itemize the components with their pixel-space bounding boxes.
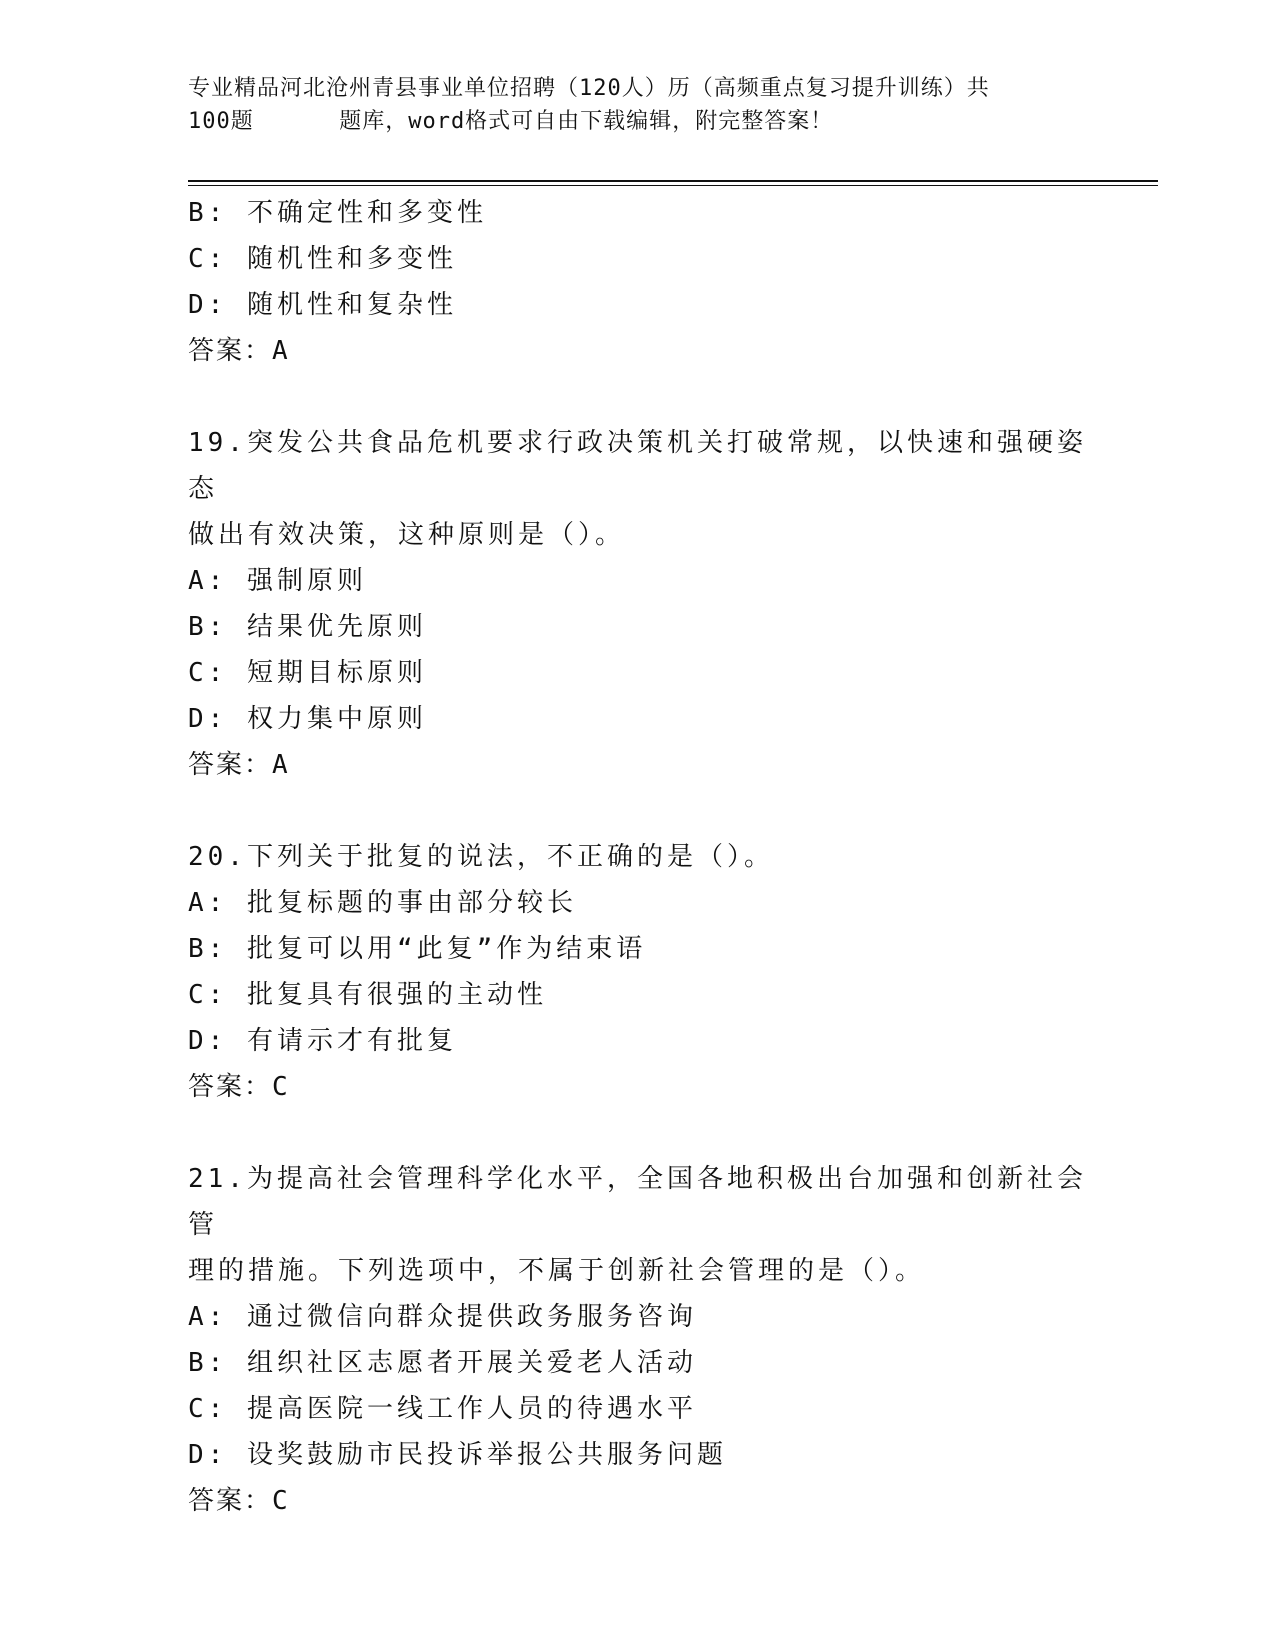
- option-d: D: 权力集中原则: [188, 704, 427, 734]
- option-d: D: 有请示才有批复: [188, 1026, 457, 1056]
- option-b: B: 不确定性和多变性: [188, 198, 487, 228]
- question-stem-line: 理的措施。下列选项中，不属于创新社会管理的是（）。: [188, 1256, 926, 1286]
- option-b: B: 批复可以用“此复”作为结束语: [188, 934, 647, 964]
- answer-line: 答案：A: [188, 336, 290, 366]
- option-a: A: 通过微信向群众提供政务服务咨询: [188, 1302, 697, 1332]
- document-header: [188, 72, 1108, 138]
- question-stem-line: 20.下列关于批复的说法，不正确的是（）。: [188, 842, 774, 872]
- question-stem-line: 21.为提高社会管理科学化水平，全国各地积极出台加强和创新社会管: [188, 1164, 1087, 1240]
- option-b: B: 结果优先原则: [188, 612, 427, 642]
- option-c: C: 批复具有很强的主动性: [188, 980, 547, 1010]
- question-19: [188, 420, 1088, 788]
- option-c: C: 随机性和多变性: [188, 244, 457, 274]
- header-line-1: 专业精品河北沧州青县事业单位招聘（120人）历（高频重点复习提升训练）共: [188, 76, 990, 101]
- question-stem-line: 做出有效决策，这种原则是（）。: [188, 520, 626, 550]
- continued-question: [188, 190, 1088, 374]
- answer-line: 答案：C: [188, 1072, 290, 1102]
- header-line-2: 100题 题库，word格式可自由下载编辑，附完整答案！: [188, 109, 834, 134]
- option-c: C: 短期目标原则: [188, 658, 427, 688]
- option-a: A: 强制原则: [188, 566, 367, 596]
- header-rule-thin: [188, 185, 1158, 186]
- option-c: C: 提高医院一线工作人员的待遇水平: [188, 1394, 697, 1424]
- header-rule-thick: [188, 180, 1158, 182]
- option-b: B: 组织社区志愿者开展关爱老人活动: [188, 1348, 697, 1378]
- question-20: [188, 834, 1088, 1110]
- answer-line: 答案：C: [188, 1486, 290, 1516]
- option-d: D: 随机性和复杂性: [188, 290, 457, 320]
- question-21: [188, 1156, 1088, 1524]
- option-d: D: 设奖鼓励市民投诉举报公共服务问题: [188, 1440, 727, 1470]
- option-a: A: 批复标题的事由部分较长: [188, 888, 577, 918]
- document-body: [188, 190, 1088, 1524]
- question-stem-line: 19.突发公共食品危机要求行政决策机关打破常规，以快速和强硬姿态: [188, 428, 1087, 504]
- answer-line: 答案：A: [188, 750, 290, 780]
